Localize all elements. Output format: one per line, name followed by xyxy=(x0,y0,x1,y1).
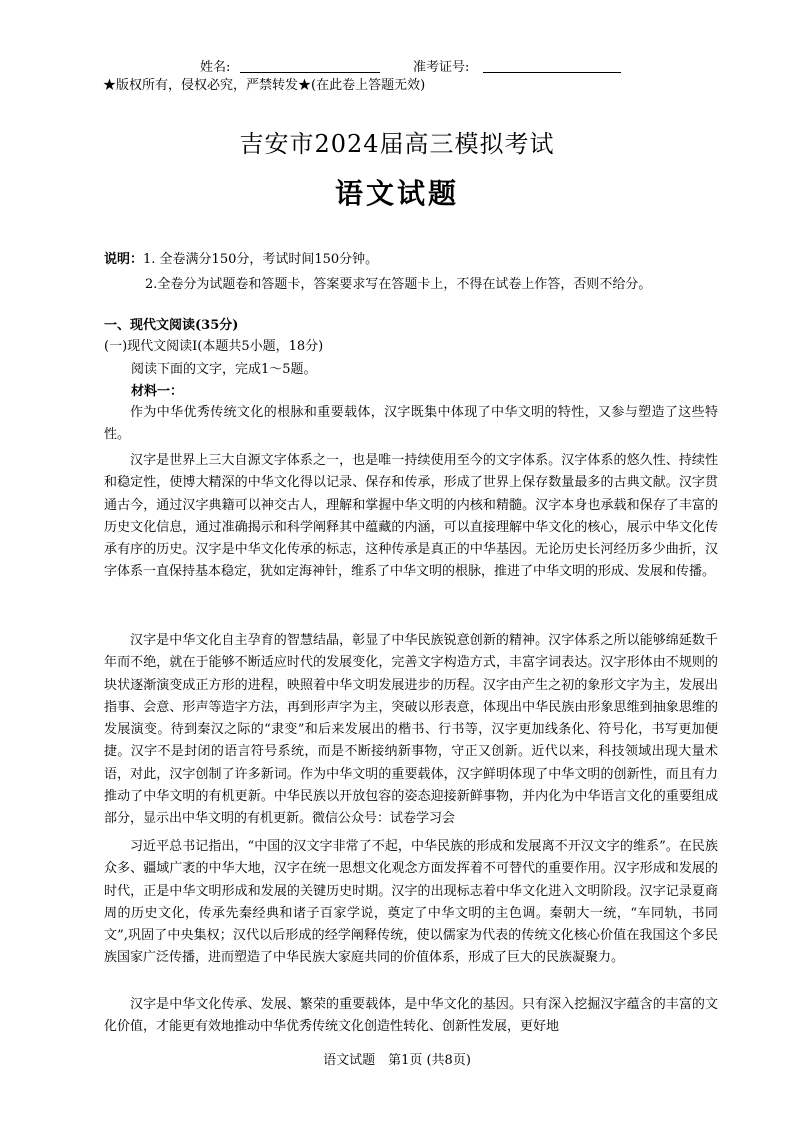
page-footer: 语文试题 第1页 (共8页) xyxy=(323,1053,471,1068)
paragraph-1: 作为中华优秀传统文化的根脉和重要载体，汉字既集中体现了中华文明的特性，又参与塑造了这些特性。 xyxy=(104,405,718,443)
copyright-notice: ★版权所有，侵权必究，严禁转发★(在此卷上答题无效) xyxy=(103,78,426,93)
instruction-item-1: 1. 全卷满分150分，考试时间150分钟。 xyxy=(143,252,379,267)
paragraph-2: 汉字是世界上三大自源文字体系之一，也是唯一持续使用至今的文字体系。汉字体系的悠久性、持续性和稳定性，使博大精深的中华文化得以记录、保存和传承，形成了世界上保存数量最多的古典文献。汉字贯通古今，通过汉字典籍可以神交古人，理解和掌握中华文明的内核和精髓。汉字本身也承载和保存了丰富的历史文化信息，通过准确揭示和科学阐释其中蕴藏的内涵，可以直接理解中华文化的核心，展示中华文化传承有序的历史。汉字是中华文化传承的标志，这种传承是真正的中华基因。无论历史长河经历多少曲折，汉字体系一直保持基本稳定，犹如定海神针，维系了中华文明的根脉，推进了中华文明的形成、发展和传播。 xyxy=(104,453,718,580)
instructions-line-1 xyxy=(104,248,378,267)
name-blank-line xyxy=(240,72,380,73)
exam-id-label: 准考证号: xyxy=(413,60,470,75)
name-label: 姓名: xyxy=(200,60,231,75)
section-title: 一、现代文阅读(35分) xyxy=(104,318,239,333)
subject-title: 语文试题 xyxy=(334,177,459,210)
paragraph-3: 汉字是中华文化自主孕育的智慧结晶，彰显了中华民族锐意创新的精神。汉字体系之所以能够绵延数千年而不绝，就在于能够不断适应时代的发展变化，完善文字构造方式，丰富字词表达。汉字形体由不规则的块状逐渐演变成正方形的进程，映照着中华文明发展进步的历程。汉字由产生之初的象形文字为主，发展出指事、会意、形声等造字方法，再到形声字为主，突破以形表意，体现出中华民族由形象思维到抽象思维的发展演变。待到秦汉之际的“隶变”和后来发展出的楷书、行书等，汉字更加线条化、符号化，书写更加便捷。汉字不是封闭的语言符号系统，而是不断接纳新事物，守正又创新。近代以来，科技领域出现大量术语，对此，汉字创制了许多新词。作为中华文明的重要载体，汉字鲜明体现了中华文明的创新性，而且有力推动了中华文明的有机更新。中华民族以开放包容的姿态迎接新鲜事物，并内化为中华语言文化的重要组成部分，显示出中华文明的有机更新。微信公众号：试卷学习会 xyxy=(104,633,718,827)
instruction-item-2: 2.全卷分为试题卷和答题卡，答案要求写在答题卡上，不得在试卷上作答，否则不给分。 xyxy=(145,277,652,292)
exam-title: 吉安市2024届高三模拟考试 xyxy=(239,130,555,158)
instructions-label: 说明： xyxy=(104,252,144,267)
section-subtitle: (一)现代文阅读Ⅰ(本题共5小题，18分) xyxy=(104,339,324,354)
reading-prompt: 阅读下面的文字，完成1～5题。 xyxy=(131,362,317,377)
paragraph-4: 习近平总书记指出，“中国的汉文字非常了不起，中华民族的形成和发展离不开汉文字的维系”。在民族众多、疆域广袤的中华大地，汉字在统一思想文化观念方面发挥着不可替代的重要作用。汉字形成和发展的时代，正是中华文明形成和发展的关键历史时期。汉字的出现标志着中华文化进入文明阶段。汉字记录夏商周的历史文化，传承先秦经典和诸子百家学说，奠定了中华文明的主色调。秦朝大一统，“车同轨，书同文”,巩固了中央集权；汉代以后形成的经学阐释传统，使以儒家为代表的传统文化核心价值在我国这个多民族国家广泛传播，进而塑造了中华民族大家庭共同的价值体系，形成了巨大的民族凝聚力。 xyxy=(104,839,718,966)
exam-id-blank-line xyxy=(483,72,621,73)
paragraph-5: 汉字是中华文化传承、发展、繁荣的重要载体，是中华文化的基因。只有深入挖掘汉字蕴含的丰富的文化价值，才能更有效地推动中华优秀传统文化创造性转化、创新性发展，更好地 xyxy=(104,997,718,1035)
material-label: 材料一： xyxy=(131,384,184,399)
